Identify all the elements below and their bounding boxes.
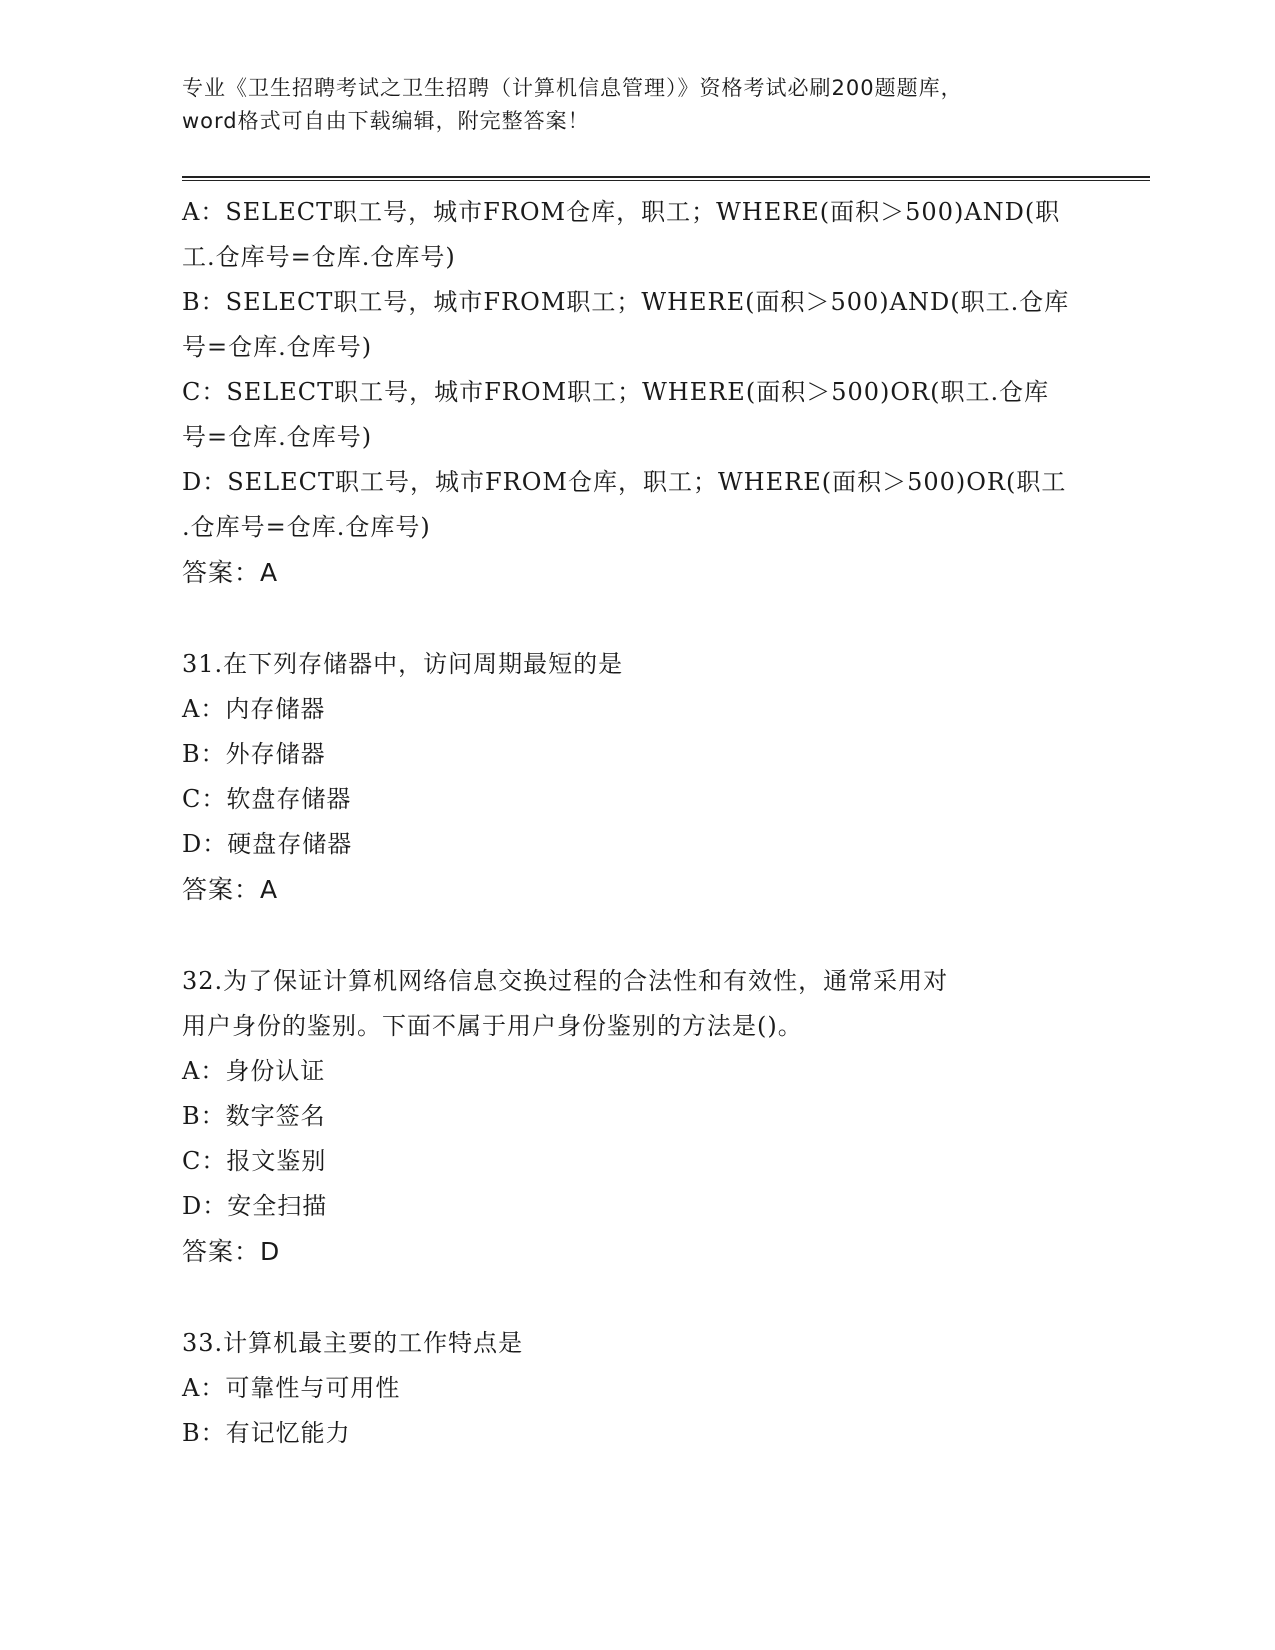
option-line: .仓库号=仓库.仓库号) [182, 513, 431, 541]
answer-line: 答案：D [182, 1237, 281, 1266]
question-text: 32.为了保证计算机网络信息交换过程的合法性和有效性，通常采用对 [182, 967, 949, 995]
option-line: A：SELECT职工号，城市FROM仓库，职工；WHERE(面积＞500)AND(职 [182, 198, 1061, 226]
question-33 [182, 1321, 1082, 1456]
question-30 [182, 190, 1082, 595]
option-line: 号=仓库.仓库号) [182, 423, 373, 451]
question-32 [182, 959, 1082, 1274]
option-c: C：报文鉴别 [182, 1147, 327, 1175]
option-line: 号=仓库.仓库号) [182, 333, 373, 361]
option-a: A：内存储器 [182, 695, 326, 723]
header-divider [182, 176, 1150, 181]
question-text: 33.计算机最主要的工作特点是 [182, 1329, 524, 1357]
option-d: D：安全扫描 [182, 1192, 328, 1220]
option-a: A：可靠性与可用性 [182, 1374, 401, 1402]
option-line: D：SELECT职工号，城市FROM仓库，职工；WHERE(面积＞500)OR(职工 [182, 468, 1067, 496]
option-b: B：数字签名 [182, 1102, 326, 1130]
option-c: C：软盘存储器 [182, 785, 352, 813]
header-title-line-2: word格式可自由下载编辑，附完整答案！ [182, 109, 590, 133]
option-line: C：SELECT职工号，城市FROM职工；WHERE(面积＞500)OR(职工.仓库 [182, 378, 1050, 406]
answer-line: 答案：A [182, 875, 279, 904]
question-text: 用户身份的鉴别。下面不属于用户身份鉴别的方法是()。 [182, 1012, 803, 1040]
header-title-line-1: 专业《卫生招聘考试之卫生招聘（计算机信息管理）》资格考试必刷200题题库， [182, 76, 963, 100]
answer-line: 答案：A [182, 558, 279, 587]
spacer [182, 912, 1082, 959]
option-d: D：硬盘存储器 [182, 830, 353, 858]
spacer [182, 595, 1082, 642]
document-body [182, 190, 1082, 1456]
option-a: A：身份认证 [182, 1057, 326, 1085]
option-line: 工.仓库号=仓库.仓库号) [182, 243, 456, 271]
spacer [182, 1274, 1082, 1321]
question-text: 31.在下列存储器中，访问周期最短的是 [182, 650, 624, 678]
option-line: B：SELECT职工号，城市FROM职工；WHERE(面积＞500)AND(职工.仓库 [182, 288, 1070, 316]
option-b: B：有记忆能力 [182, 1419, 351, 1447]
document-header [182, 72, 1082, 138]
option-b: B：外存储器 [182, 740, 326, 768]
question-31 [182, 642, 1082, 912]
